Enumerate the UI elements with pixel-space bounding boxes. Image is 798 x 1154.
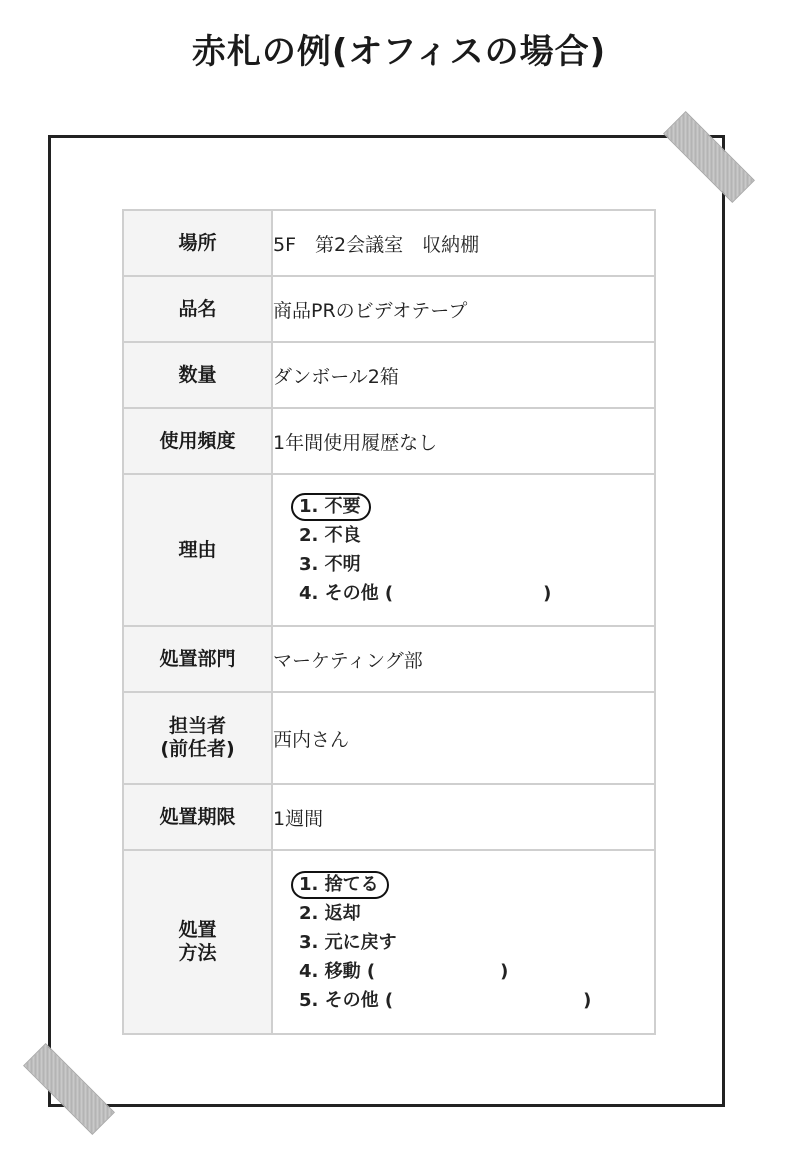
- value-person: 西内さん: [272, 692, 655, 784]
- method-option-1: [299, 870, 654, 899]
- red-tag-table: [122, 209, 656, 1035]
- label-department: 処置部門: [123, 626, 272, 692]
- value-usage: 1年間使用履歴なし: [272, 408, 655, 474]
- label-person: [123, 692, 272, 784]
- row-person: [123, 692, 655, 784]
- row-method: [123, 850, 655, 1034]
- value-item: 商品PRのビデオテープ: [272, 276, 655, 342]
- reason-option-3: 3. 不明: [299, 554, 361, 575]
- label-deadline: 処置期限: [123, 784, 272, 850]
- value-method: [272, 850, 655, 1034]
- label-method-line2: 方法: [178, 942, 217, 964]
- value-reason: [272, 474, 655, 626]
- method-options: [273, 870, 654, 1015]
- row-location: [123, 210, 655, 276]
- row-usage: [123, 408, 655, 474]
- label-method-line1: 処置: [178, 919, 217, 942]
- label-reason: 理由: [123, 474, 272, 626]
- method-option-4-label: 4. 移動 (: [299, 960, 376, 982]
- method-option-2: 2. 返却: [299, 902, 361, 924]
- value-department: マーケティング部: [272, 626, 655, 692]
- value-deadline: 1週間: [272, 784, 655, 850]
- reason-option-4-close: ): [543, 583, 552, 604]
- row-department: [123, 626, 655, 692]
- row-item: [123, 276, 655, 342]
- label-person-line2: (前任者): [160, 738, 235, 760]
- reason-option-1: [299, 492, 654, 521]
- reason-option-4-label: 4. その他 (: [299, 583, 394, 604]
- label-quantity: 数量: [123, 342, 272, 408]
- label-usage: 使用頻度: [123, 408, 272, 474]
- row-reason: [123, 474, 655, 626]
- row-deadline: [123, 784, 655, 850]
- row-quantity: [123, 342, 655, 408]
- method-option-5-label: 5. その他 (: [299, 989, 394, 1011]
- value-location: 5F 第2会議室 収納棚: [272, 210, 655, 276]
- page-title: 赤札の例(オフィスの場合): [191, 32, 607, 72]
- label-method: [123, 850, 272, 1034]
- label-location: 場所: [123, 210, 272, 276]
- method-selected-circle: 1. 捨てる: [291, 871, 389, 899]
- reason-selected-circle: 1. 不要: [291, 493, 371, 521]
- method-option-4-close: ): [500, 960, 509, 982]
- method-option-4: [299, 957, 654, 986]
- reason-option-4: [299, 579, 654, 608]
- method-option-5-close: ): [583, 989, 592, 1011]
- value-quantity: ダンボール2箱: [272, 342, 655, 408]
- label-item: 品名: [123, 276, 272, 342]
- method-option-3: 3. 元に戻す: [299, 931, 397, 953]
- label-person-line1: 担当者: [168, 715, 226, 738]
- reason-options: [273, 492, 654, 608]
- reason-option-2: 2. 不良: [299, 525, 361, 546]
- method-option-5: [299, 986, 654, 1015]
